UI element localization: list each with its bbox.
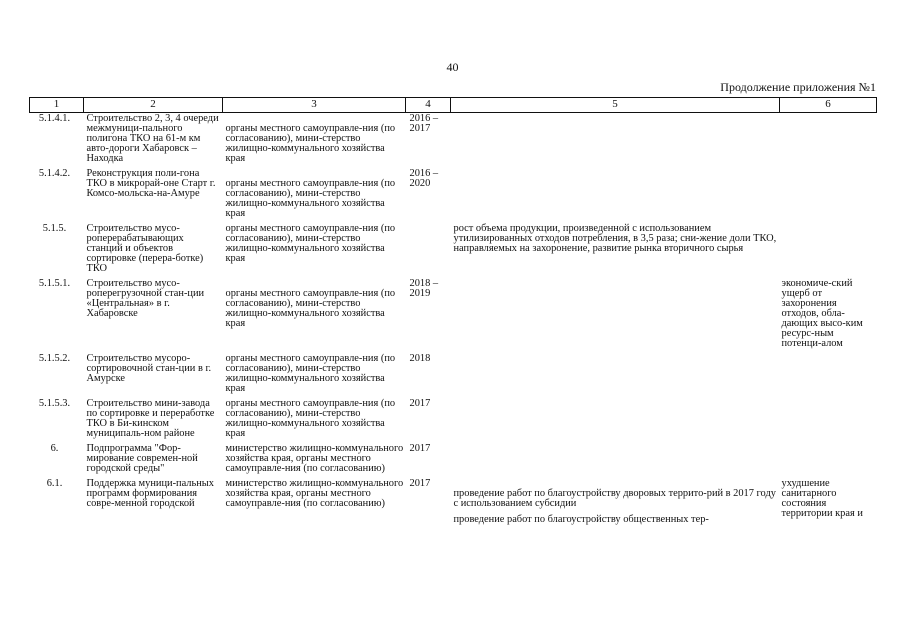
col-header-5: 5 (451, 98, 780, 113)
executor: министерство жилищно-коммунального хозяйства края, органы местного самоуправле-ния (по согласованию) (225, 478, 404, 509)
consequence (780, 168, 877, 223)
col-header-4: 4 (406, 98, 451, 113)
executor: органы местного самоуправле-ния (по согласованию), мини-стерство жилищно-коммунального хозяйства края (225, 353, 396, 394)
appendix-table (29, 97, 877, 529)
table-row (30, 278, 877, 353)
result-paragraph: рост объема продукции, произведенной с использованием утилизированных отходов потребления, в 3,5 раза; сни-жение доли ТКО, направляемых на захоронение, развитие рынка вторичного сырья (453, 223, 777, 254)
table-row (30, 398, 877, 443)
executor: органы местного самоуправле-ния (по согласованию), мини-стерство жилищно-коммунального хозяйства края (225, 288, 396, 329)
consequence (780, 113, 877, 169)
term: 2018 – 2019 (409, 278, 439, 299)
table-row (30, 168, 877, 223)
row-number: 5.1.5.2. (38, 353, 71, 364)
row-number: 5.1.5. (42, 223, 67, 234)
row-number: 5.1.4.2. (38, 168, 71, 179)
measure-name: Подпрограмма "Фор-мирование современ-ной городской среды" (86, 443, 198, 474)
term: 2016 – 2020 (409, 168, 439, 189)
result-paragraph: проведение работ по благоустройству общественных тер- (453, 514, 709, 525)
executor: органы местного самоуправле-ния (по согласованию), мини-стерство жилищно-коммунального хозяйства края (225, 398, 396, 439)
measure-name: Строительство мини-завода по сортировке и переработке ТКО в Би-кинском муниципаль-ном районе (86, 398, 215, 439)
expected-result (451, 278, 780, 353)
expected-result (451, 113, 780, 169)
measure-name: Строительство мусо-роперерабатывающих станций и объектов сортировке (перера-ботке) ТКО (86, 223, 204, 274)
expected-result (451, 478, 780, 529)
measure-name: Строительство мусо-роперегрузочной стан-ции «Центральная» в г. Хабаровске (86, 278, 205, 319)
measure-name: Строительство 2, 3, 4 очереди межмуници-пального полигона ТКО на 61-м км авто-дороги Хабаровск – Находка (86, 113, 219, 164)
expected-result (451, 443, 780, 478)
row-number: 5.1.4.1. (38, 113, 71, 124)
table-row (30, 223, 877, 278)
executor: органы местного самоуправле-ния (по согласованию), мини-стерство жилищно-коммунального хозяйства края (225, 223, 396, 264)
row-number: 6.1. (46, 478, 63, 489)
expected-result (451, 223, 780, 278)
expected-result (451, 398, 780, 443)
table-row (30, 353, 877, 398)
page-number: 40 (446, 60, 459, 74)
col-header-3: 3 (223, 98, 406, 113)
col-header-2: 2 (84, 98, 223, 113)
col-header-1: 1 (30, 98, 84, 113)
table-row (30, 443, 877, 478)
consequence: ухудшение санитарного состояния территории края и (781, 478, 863, 519)
consequence (780, 353, 877, 398)
executor: органы местного самоуправле-ния (по согласованию), мини-стерство жилищно-коммунального хозяйства края (225, 178, 396, 219)
term: 2016 – 2017 (409, 113, 439, 134)
term: 2017 (409, 398, 431, 409)
consequence (780, 223, 877, 278)
executor: министерство жилищно-коммунального хозяйства края, органы местного самоуправле-ния (по согласованию) (225, 443, 404, 474)
measure-name: Строительство мусоро-сортировочной стан-ции в г. Амурске (86, 353, 212, 384)
row-number: 5.1.5.3. (38, 398, 71, 409)
term: 2018 (409, 353, 431, 364)
header-row (30, 98, 877, 113)
expected-result (451, 353, 780, 398)
consequence (780, 398, 877, 443)
measure-name: Реконструкция поли-гона ТКО в микрорай-оне Старт г. Комсо-мольска-на-Амуре (86, 168, 216, 199)
row-number: 6. (50, 443, 59, 454)
measure-name: Поддержка муници-пальных программ формирования совре-менной городской (86, 478, 214, 509)
result-paragraph: проведение работ по благоустройству дворовых террито-рий в 2017 году с использованием субсидии (453, 488, 776, 509)
term: 2017 (409, 443, 431, 454)
table-row (30, 478, 877, 529)
consequence: экономиче-ский ущерб от захоронения отходов, обла-дающих высо-ким ресурс-ным потенци-алом (781, 278, 863, 349)
row-number: 5.1.5.1. (38, 278, 71, 289)
table-row (30, 113, 877, 169)
expected-result (451, 168, 780, 223)
continuation-note: Продолжение приложения №1 (720, 80, 876, 94)
executor: органы местного самоуправле-ния (по согласованию), мини-стерство жилищно-коммунального хозяйства края (225, 123, 396, 164)
term (406, 223, 451, 278)
term: 2017 (409, 478, 431, 489)
col-header-6: 6 (780, 98, 877, 113)
consequence (780, 443, 877, 478)
